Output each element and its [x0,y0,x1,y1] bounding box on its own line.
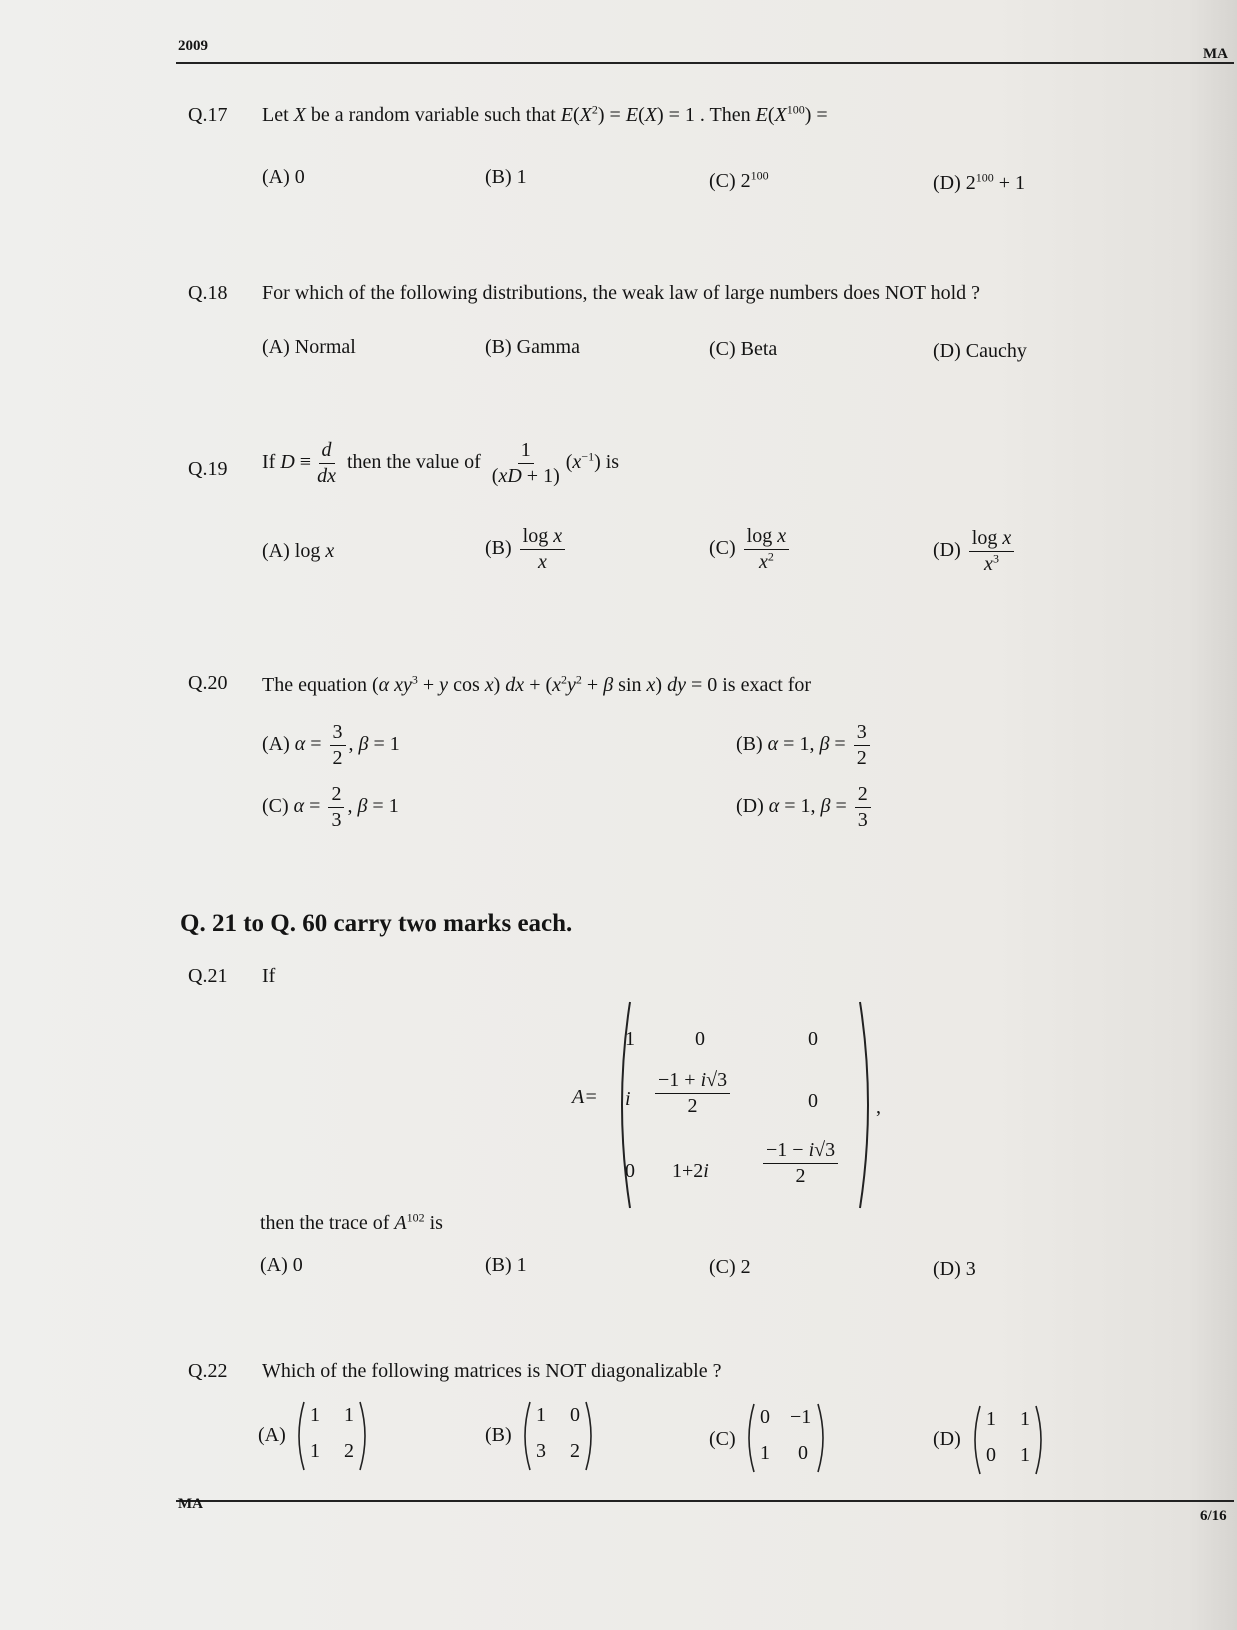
option-a: (A) log x [262,540,335,562]
option-d: (D) α = 1, β = $\frac{2}{3}$ [736,784,874,831]
option-c: (C) α = $\frac{2}{3}$ , β = 1 [262,783,399,831]
matrix-cell: i [625,1088,631,1110]
matrix-cell: 1 [536,1404,546,1426]
option-d-label: (D) [933,1428,961,1450]
matrix-right-bracket [816,1402,830,1474]
question-text: Let X be a random variable such that $E(X^2) = E(X) = 1$ . Then $E(X^{100})$ = [262,102,828,126]
option-b: (B) α = 1, β = $\frac{3}{2}$ [736,722,873,769]
matrix-cell: 0 [570,1404,580,1426]
question-intro: If [262,965,276,987]
footer-code: MA [178,1496,203,1512]
matrix-right-bracket [358,1400,372,1472]
matrix-cell: 1 [310,1440,320,1462]
matrix-right-bracket [584,1400,598,1472]
option-b: (B) Gamma [485,336,580,358]
matrix-cell: 0 [798,1442,808,1464]
option-c: (C) Beta [709,338,778,360]
matrix-cell: 1 [310,1404,320,1426]
matrix-right-bracket [1034,1404,1048,1476]
matrix-cell: 1 [625,1028,635,1050]
option-d-label: (D) 2 [933,172,976,194]
footer-rule [176,1500,1234,1502]
matrix-cell: 0 [808,1028,818,1050]
question-text: For which of the following distributions, the weak law of large numbers does NOT hold ? [262,282,981,304]
matrix-cell: $\frac{-1 - i√3}{2}$ [760,1140,841,1187]
header-year: 2009 [178,38,208,54]
option-a: (A) α = $\frac{3}{2}$ , β = 1 [262,721,400,769]
section-heading: Q. 21 to Q. 60 carry two marks each. [180,910,573,937]
matrix-cell: 1 [344,1404,354,1426]
matrix-left-bracket [292,1400,306,1472]
option-a: (A) 0 [260,1254,303,1276]
option-d: (D) Cauchy [933,340,1027,362]
matrix-cell: 1 [1020,1444,1030,1466]
question-number: Q.19 [188,458,228,480]
question-text: The equation (α $xy^3 + y$ cos x) dx + ($x^2y^2 + \beta$ sin x) dy = 0 is exact for [262,672,812,696]
question-number: Q.21 [188,965,228,987]
matrix-cell: 1+2i [672,1160,709,1182]
matrix-left-bracket [742,1402,756,1474]
option-c: (C) 2 [709,1256,751,1278]
question-number: Q.17 [188,104,228,126]
matrix-label: A= [572,1086,598,1108]
option-b: (B) $\frac{\text{log x}}{x}$ [485,526,568,573]
option-d: (D) $\frac{\text{log x}}{x^3}$ [933,528,1017,575]
option-d: (D) 3 [933,1258,976,1280]
matrix-cell: 0 [986,1444,996,1466]
option-b-label: (B) [485,1424,512,1446]
matrix-cell: 2 [344,1440,354,1462]
question-text: Which of the following matrices is NOT diagonalizable ? [262,1360,722,1382]
option-a-label: (A) [258,1424,286,1446]
matrix-a [570,1000,890,1210]
matrix-left-bracket [968,1404,982,1476]
option-b: (B) 1 [485,1254,527,1276]
question-number: Q.20 [188,672,228,694]
matrix-cell: 3 [536,1440,546,1462]
option-c-label: (C) [709,1428,736,1450]
question-number: Q.22 [188,1360,228,1382]
header-code: MA [1203,46,1228,62]
matrix-left-bracket [518,1400,532,1472]
question-text: If D ≡ $\frac{d}{dx}$ then the value of $\frac{1}{(xD + 1)}$ $(x^{-1})$ is [262,439,620,487]
matrix-cell: 0 [625,1160,635,1182]
matrix-cell: 0 [760,1406,770,1428]
option-c: (C) $2^{100}$ [709,168,769,192]
matrix-cell: 2 [570,1440,580,1462]
option-c: (C) $\frac{\text{log x}}{x^2}$ [709,526,792,573]
option-c-label: (C) 2 [709,170,751,192]
matrix-cell: 0 [808,1090,818,1112]
header-rule [176,62,1234,64]
matrix-cell: 1 [760,1442,770,1464]
question-number: Q.18 [188,282,228,304]
matrix-cell: 0 [695,1028,705,1050]
question-text: then the trace of $A^{102}$ is [260,1210,443,1234]
option-d: (D) $2^{100} + 1$ [933,170,1026,194]
option-a: (A) Normal [262,336,356,358]
matrix-cell: 1 [986,1408,996,1430]
matrix-comma: , [876,1096,881,1118]
option-a: (A) 0 [262,166,305,188]
footer-page-number: 6/16 [1200,1508,1227,1524]
matrix-cell: −1 [790,1406,812,1428]
matrix-cell: 1 [1020,1408,1030,1430]
matrix-cell: $\frac{-1 + i√3}{2}$ [652,1070,733,1117]
option-b: (B) 1 [485,166,527,188]
